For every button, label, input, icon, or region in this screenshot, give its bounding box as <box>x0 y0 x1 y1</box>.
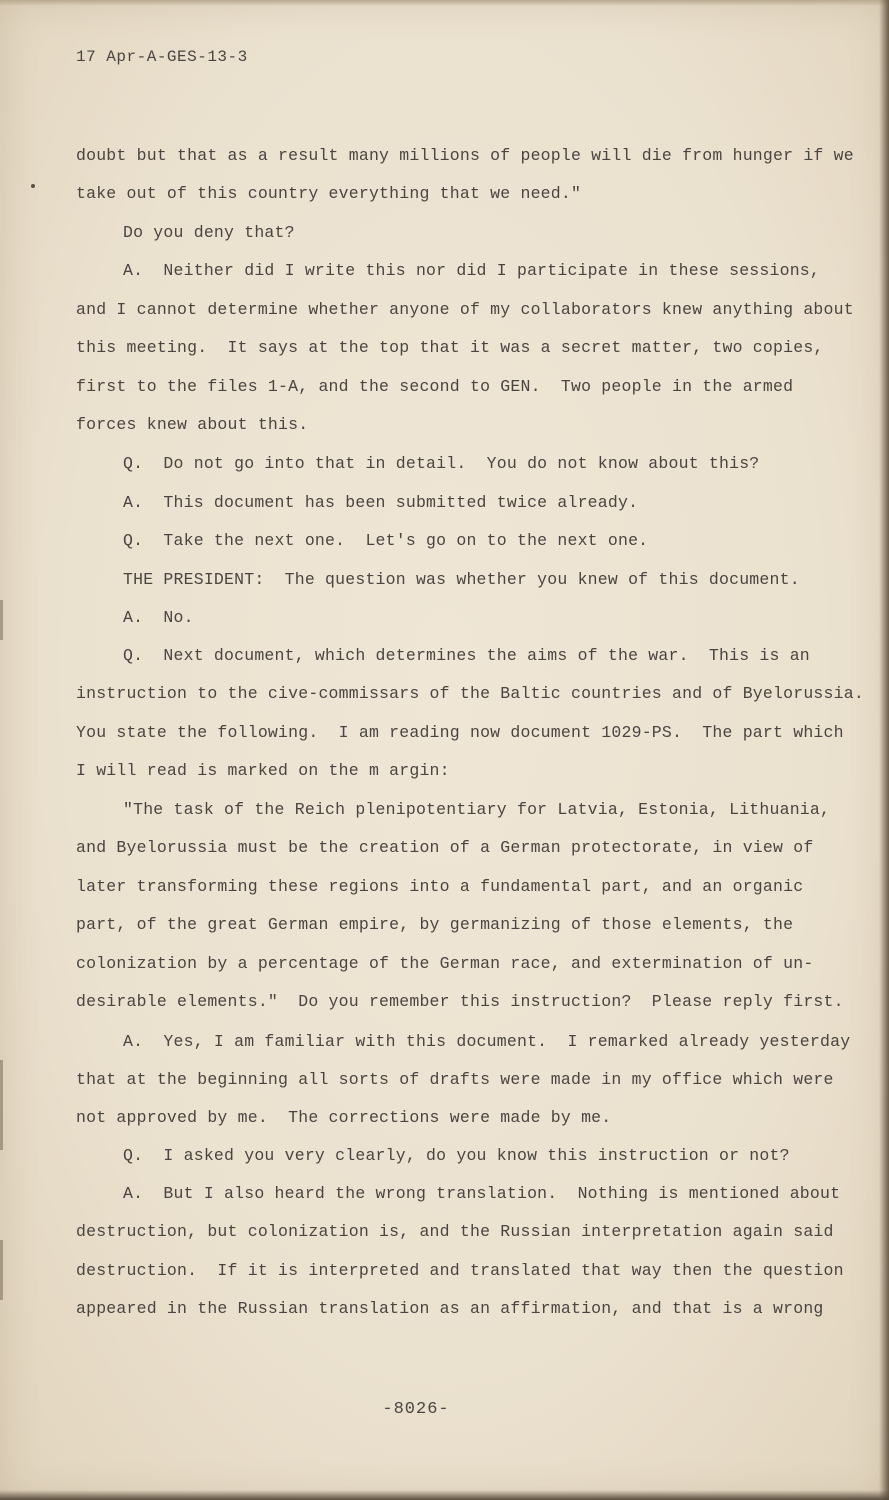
page-right-edge <box>879 0 889 1500</box>
margin-scan-mark <box>0 1240 3 1300</box>
text-line: A. Neither did I write this nor did I participate in these sessions, <box>123 261 821 280</box>
text-line: destruction, but colonization is, and the Russian interpretation again said <box>76 1222 834 1241</box>
margin-scan-mark <box>0 1060 3 1150</box>
text-line: "The task of the Reich plenipotentiary for Latvia, Estonia, Lithuania, <box>123 800 831 819</box>
text-line: appeared in the Russian translation as an affirmation, and that is a wrong <box>76 1299 824 1318</box>
text-line: A. But I also heard the wrong translation. Nothing is mentioned about <box>123 1184 841 1203</box>
text-line: and Byelorussia must be the creation of a German protectorate, in view of <box>76 838 814 857</box>
document-reference: 17 Apr-A-GES-13-3 <box>76 48 248 66</box>
text-line: take out of this country everything that we need." <box>76 184 582 203</box>
text-line: You state the following. I am reading now document 1029-PS. The part which <box>76 723 844 742</box>
text-line: THE PRESIDENT: The question was whether you knew of this document. <box>123 570 800 589</box>
text-line: destruction. If it is interpreted and translated that way then the question <box>76 1261 844 1280</box>
text-line: first to the files 1-A, and the second to GEN. Two people in the armed <box>76 377 794 396</box>
text-line: desirable elements." Do you remember this instruction? Please reply first. <box>76 992 844 1011</box>
text-line: forces knew about this. <box>76 415 309 434</box>
text-line: not approved by me. The corrections were made by me. <box>76 1108 612 1127</box>
page-number: -8026- <box>382 1400 450 1419</box>
page-top-edge <box>0 0 889 6</box>
text-line: Do you deny that? <box>123 223 295 242</box>
text-line: doubt but that as a result many millions of people will die from hunger if we <box>76 146 854 165</box>
text-line: and I cannot determine whether anyone of my collaborators knew anything about <box>76 300 854 319</box>
text-line: colonization by a percentage of the German race, and extermination of un- <box>76 954 814 973</box>
text-line: part, of the great German empire, by germanizing of those elements, the <box>76 915 794 934</box>
text-line: A. No. <box>123 608 194 627</box>
text-line: later transforming these regions into a fundamental part, and an organic <box>76 877 804 896</box>
text-line: A. This document has been submitted twice already. <box>123 493 639 512</box>
text-line: Q. Take the next one. Let's go on to the next one. <box>123 531 649 550</box>
text-line: this meeting. It says at the top that it was a secret matter, two copies, <box>76 338 824 357</box>
page-bottom-edge <box>0 1490 889 1500</box>
text-line: Q. Do not go into that in detail. You do not know about this? <box>123 454 760 473</box>
text-line: Q. I asked you very clearly, do you know this instruction or not? <box>123 1146 790 1165</box>
margin-scan-mark <box>0 600 3 640</box>
margin-dot <box>31 184 35 188</box>
text-line: that at the beginning all sorts of drafts were made in my office which were <box>76 1070 834 1089</box>
text-line: A. Yes, I am familiar with this document. I remarked already yesterday <box>123 1032 851 1051</box>
text-line: I will read is marked on the m argin: <box>76 761 450 780</box>
text-line: Q. Next document, which determines the aims of the war. This is an <box>123 646 810 665</box>
text-line: instruction to the cive-commissars of the Baltic countries and of Byelorussia. <box>76 684 864 703</box>
